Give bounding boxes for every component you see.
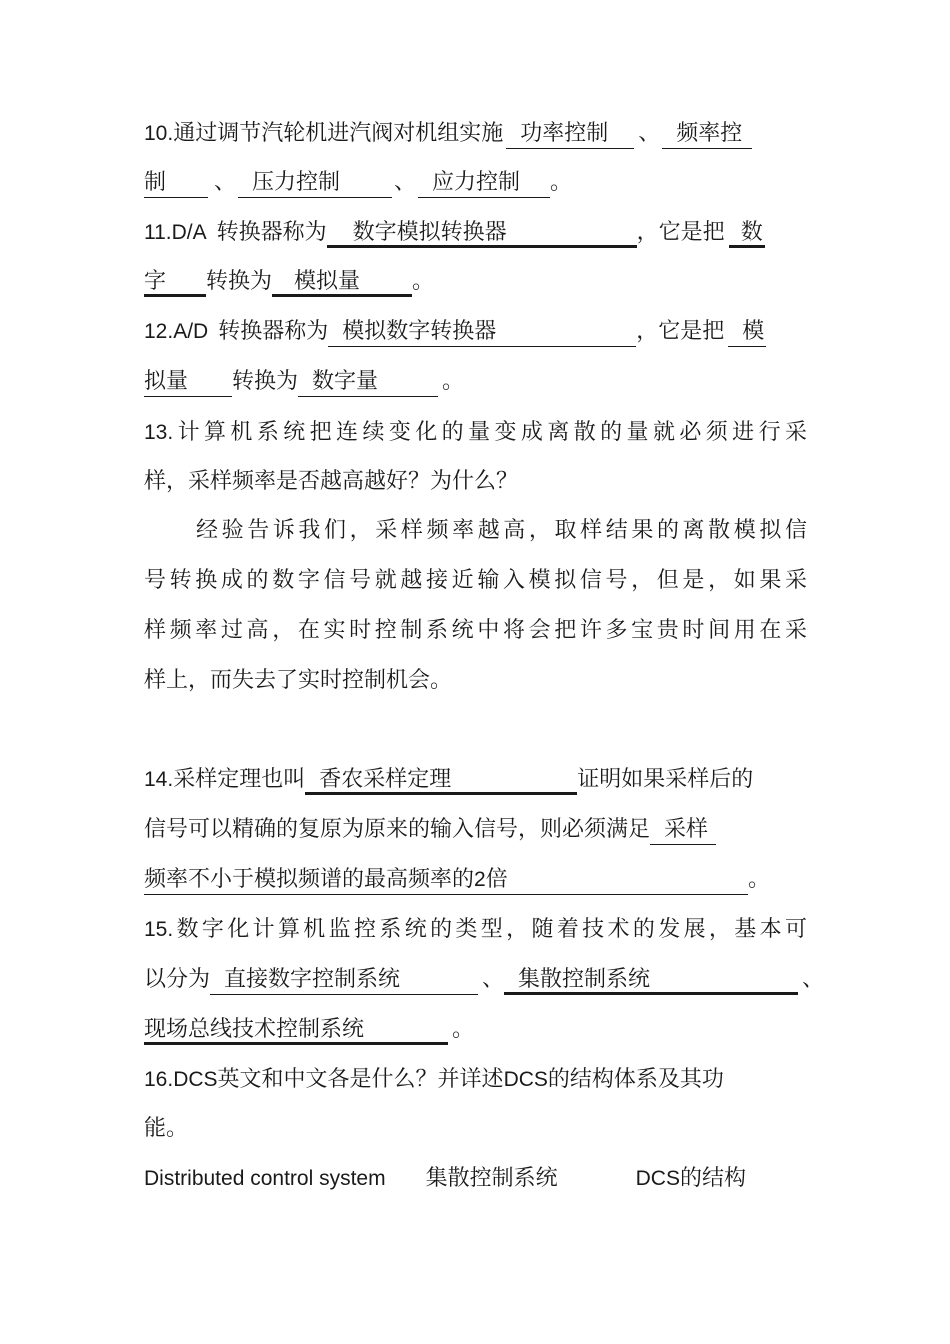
q10-sep3: 、: [394, 170, 417, 195]
q14-number: 14.: [144, 768, 174, 791]
q11-term: D/A: [171, 221, 207, 244]
q11-blank2-part2[interactable]: 字: [144, 267, 206, 297]
q16-number: 16.: [144, 1068, 174, 1091]
q16-answer-tail-term: DCS: [635, 1167, 680, 1190]
q11-line2: [144, 267, 434, 297]
q14-line2: [144, 815, 716, 845]
q14-stem: 采样定理也叫: [173, 767, 306, 792]
q10-line1: [144, 119, 752, 149]
q15-line3: [144, 1015, 474, 1045]
q10-blank3[interactable]: 压力控制: [238, 168, 392, 198]
q16-term2: DCS: [503, 1068, 548, 1091]
q10-number: 10.: [144, 122, 174, 145]
q11-stem: 转换器称为: [216, 220, 327, 245]
q11-mid: ，它是把: [636, 220, 725, 245]
q15-line2: [144, 965, 824, 995]
q12-line2: [144, 367, 464, 397]
q12-number: 12.: [144, 320, 174, 343]
q16-answer-line: [144, 1164, 746, 1194]
q15-sep1: 、: [482, 967, 505, 992]
q13-answer-line2: 号转换成的数字信号就越接近输入模拟信号，但是，如果采: [144, 568, 807, 593]
q10-sep2: 、: [214, 170, 237, 195]
q16-line1: [144, 1065, 724, 1095]
q12-blank1[interactable]: 模拟数字转换器: [328, 317, 636, 347]
q10-sep1: 、: [638, 121, 661, 146]
q15-blank3[interactable]: 现场总线技术控制系统: [144, 1015, 448, 1045]
q13-answer-line3: 样频率过高，在实时控制系统中将会把许多宝贵时间用在采: [144, 618, 807, 643]
q10-stem: 通过调节汽轮机进汽阀对机组实施: [173, 121, 504, 146]
q15-sep2: 、: [802, 967, 825, 992]
q10-end: 。: [550, 170, 573, 195]
q12-end: 。: [442, 369, 465, 394]
q15-number: 15.: [144, 918, 174, 941]
q11-mid2: 转换为: [206, 269, 273, 294]
q12-stem: 转换器称为: [218, 319, 329, 344]
q16-term1: DCS: [173, 1068, 218, 1091]
q16-line2: 能。: [144, 1116, 189, 1141]
q14-end: 。: [748, 867, 771, 892]
q14-line3: [144, 865, 770, 895]
q15-line1: [144, 915, 807, 945]
q12-blank2-part1[interactable]: 模: [728, 317, 766, 347]
q16-answer-cn: 集散控制系统: [425, 1166, 558, 1191]
q15-end: 。: [452, 1017, 475, 1042]
q13-answer-line1: 经验告诉我们，采样频率越高，取样结果的离散模拟信: [196, 518, 807, 543]
q16-answer-tail: 的结构: [679, 1166, 746, 1191]
q12-line1: [144, 317, 766, 347]
q16-text2: 的结构体系及其功: [547, 1067, 724, 1092]
q11-number: 11.: [144, 221, 172, 244]
q10-blank2-part1[interactable]: 频率控: [662, 119, 752, 149]
q11-line1: [144, 218, 765, 248]
q13-answer-line4: 样上，而失去了实时控制机会。: [144, 668, 453, 693]
q14-blank2-part1[interactable]: 采样: [650, 815, 716, 845]
q14-blank1[interactable]: 香农采样定理: [305, 765, 577, 795]
q10-line2: [144, 168, 572, 198]
q10-blank4[interactable]: 应力控制: [418, 168, 550, 198]
q13-question-line2: 样，采样频率是否越高越好？为什么？: [144, 469, 519, 494]
q14-blank2-part2[interactable]: 频率不小于模拟频谱的最高频率的2倍: [144, 865, 748, 895]
q15-blank2[interactable]: 集散控制系统: [504, 965, 798, 995]
q12-mid: ，它是把: [636, 319, 725, 344]
q16-text1: 英文和中文各是什么？并详述: [217, 1067, 504, 1092]
q14-mid: 证明如果采样后的: [577, 767, 754, 792]
q14-line2-text: 信号可以精确的复原为原来的输入信号，则必须满足: [144, 817, 651, 842]
q16-answer-en: Distributed control system: [144, 1167, 386, 1190]
q11-blank2-part1[interactable]: 数: [729, 218, 765, 248]
q13-number: 13.: [144, 421, 174, 444]
q10-blank1[interactable]: 功率控制: [506, 119, 634, 149]
q12-term: A/D: [173, 320, 209, 343]
q15-line1-text: 数字化计算机监控系统的类型，随着技术的发展，基本可: [173, 917, 807, 942]
q11-blank3[interactable]: 模拟量: [272, 267, 412, 297]
q10-blank2-part2[interactable]: 制: [144, 168, 208, 198]
q13-question-line1: [144, 418, 807, 448]
q12-blank3[interactable]: 数字量: [298, 367, 438, 397]
q11-blank1[interactable]: 数字模拟转换器: [327, 218, 637, 248]
q11-end: 。: [412, 269, 435, 294]
q12-mid2: 转换为: [232, 369, 299, 394]
q12-blank2-part2[interactable]: 拟量: [144, 367, 232, 397]
q14-line1: [144, 765, 753, 795]
q15-lead: 以分为: [144, 967, 211, 992]
q15-blank1[interactable]: 直接数字控制系统: [210, 965, 478, 995]
q13-question-text1: 计算机系统把连续变化的量变成离散的量就必须进行采: [173, 420, 807, 445]
